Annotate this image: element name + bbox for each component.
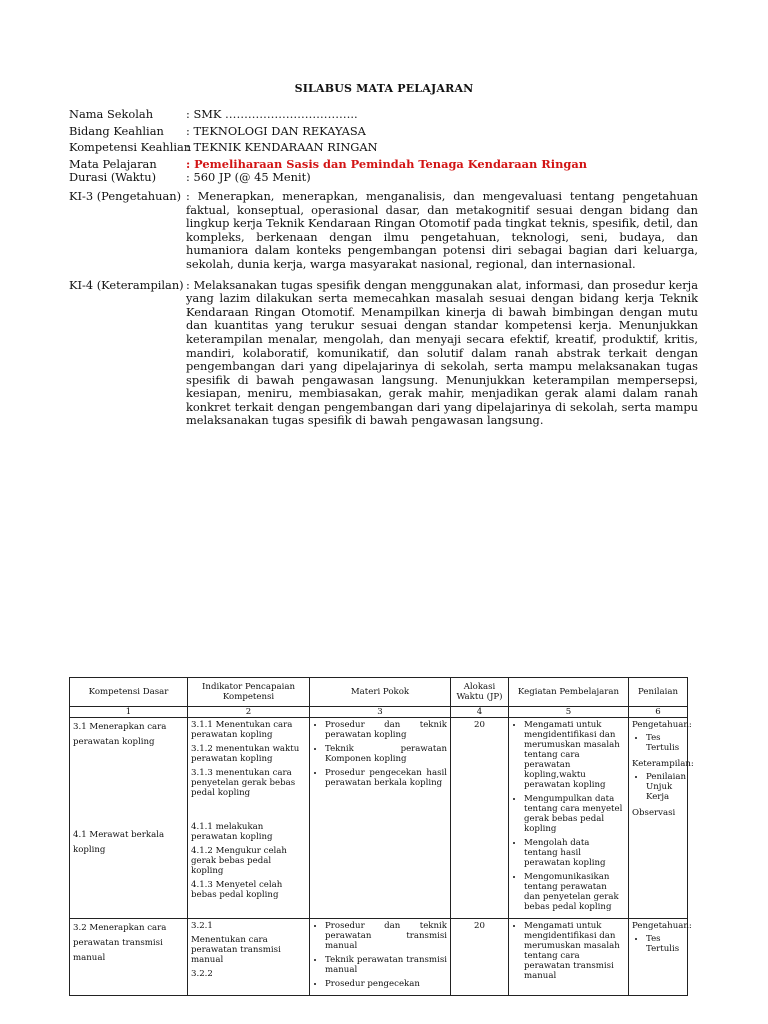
kd-cell (70, 919, 188, 996)
penilaian-label: Pengetahuan: (632, 921, 692, 931)
info-label: Bidang Keahlian (69, 123, 164, 138)
kegiatan-cell (509, 718, 629, 919)
penilaian-label: Pengetahuan: (632, 720, 692, 730)
ki3-text: : Menerapkan, menerapkan, menganalisis, dan mengevaluasi tentang pengetahuan faktual, konseptual, operasional dasar, dan metakognitif sesuai dengan bidang dan lingkup kerja Teknik Kendaraan Ringan Otomotif pada tingkat teknis, spesifik, detil, dan kompleks, berkenaan dengan ilmu pengetahuan, teknologi, seni, budaya, dan humaniora dalam konteks pengembangan potensi diri sebagai bagian dari keluarga, sekolah, dunia kerja, warga masyarakat nasional, regional, dan internasional. (186, 188, 698, 271)
penilaian-item: • Tes Tertulis (646, 733, 684, 753)
penilaian-cell (629, 919, 692, 996)
header-alokasi-waktu: Alokasi Waktu (JP) (451, 678, 509, 707)
materi-item: • Teknik perawatan transmisi manual (325, 955, 447, 975)
indikator-item: 3.1.1 Menentukan cara perawatan kopling (191, 720, 293, 740)
info-row-competency (69, 141, 698, 155)
indikator-cell (188, 919, 310, 996)
column-number: 6 (629, 707, 688, 718)
materi-item: • Prosedur pengecekan hasil perawatan berkala kopling (325, 768, 447, 788)
column-number: 2 (188, 707, 310, 718)
indikator-item: 4.1.1 melakukan perawatan kopling (191, 822, 273, 842)
kegiatan-item: • Mengomunikasikan tentang perawatan dan penyetelan gerak bebas pedal kopling (524, 872, 625, 912)
indikator-item: 4.1.3 Menyetel celah bebas pedal kopling (191, 880, 283, 900)
alokasi-cell: 20 (451, 919, 509, 996)
document-title: SILABUS MATA PELAJARAN (294, 82, 474, 95)
kegiatan-item: • Mengamati untuk mengidentifikasi dan merumuskan masalah tentang cara perawatan kopling,waktu perawatan kopling (524, 720, 625, 790)
table-header-row (70, 678, 688, 707)
kegiatan-item: • Mengamati untuk mengidentifikasi dan merumuskan masalah tentang cara perawatan transmisi manual (524, 921, 625, 981)
column-number: 1 (70, 707, 188, 718)
info-value: : TEKNOLOGI DAN REKAYASA (186, 123, 366, 138)
penilaian-label: Keterampilan: (632, 759, 694, 769)
header-penilaian: Penilaian (629, 678, 688, 707)
syllabus-table (69, 677, 694, 996)
header-materi-pokok: Materi Pokok (310, 678, 451, 707)
kd-cell (70, 718, 188, 919)
materi-item: • Prosedur dan teknik perawatan transmisi manual (325, 921, 447, 951)
header-indikator: Indikator Pencapaian Kompetensi (188, 678, 310, 707)
header-kompetensi-dasar: Kompetensi Dasar (70, 678, 188, 707)
kd-item: 3.1 Menerapkan cara perawatan kopling (73, 722, 167, 747)
indikator-item: 3.1.3 menentukan cara penyetelan gerak bebas pedal kopling (191, 768, 296, 798)
info-value: : TEKNIK KENDARAAN RINGAN (186, 140, 378, 155)
penilaian-text: Observasi (632, 808, 676, 818)
materi-item: • Teknik perawatan Komponen kopling (325, 744, 447, 764)
ki4-block (69, 279, 698, 429)
column-number-row (70, 707, 688, 718)
penilaian-cell (629, 718, 694, 919)
indikator-item: 4.1.2 Mengukur celah gerak bebas pedal kopling (191, 846, 287, 876)
indikator-item: 3.2.1 (191, 921, 213, 931)
kegiatan-item: • Mengolah data tentang hasil perawatan kopling (524, 838, 625, 868)
info-value-subject: : Pemeliharaan Sasis dan Pemindah Tenaga Kendaraan Ringan (186, 156, 588, 171)
indikator-item: Menentukan cara perawatan transmisi manual (191, 935, 281, 965)
info-label: Durasi (Waktu) (69, 170, 157, 185)
kd-item: 3.2 Menerapkan cara perawatan transmisi manual (73, 923, 167, 963)
column-number: 3 (310, 707, 451, 718)
column-number: 4 (451, 707, 509, 718)
table-row (70, 919, 688, 996)
info-label: Mata Pelajaran (69, 156, 157, 171)
info-block (69, 108, 698, 428)
header-kegiatan: Kegiatan Pembelajaran (509, 678, 629, 707)
indikator-cell (188, 718, 310, 919)
materi-item: • Prosedur dan teknik perawatan kopling (325, 720, 447, 740)
info-row-field (69, 125, 698, 139)
materi-cell (310, 718, 451, 919)
info-label: Kompetensi Keahlian (69, 140, 192, 155)
info-label: Nama Sekolah (69, 107, 154, 121)
ki3-block (69, 190, 698, 272)
indikator-item: 3.2.2 (191, 969, 213, 979)
penilaian-item: • Tes Tertulis (646, 934, 684, 954)
kegiatan-item: • Mengumpulkan data tentang cara menyetel gerak bebas pedal kopling (524, 794, 625, 834)
info-row-subject (69, 158, 698, 172)
info-value: : 560 JP (@ 45 Menit) (186, 170, 311, 185)
indikator-item: 3.1.2 menentukan waktu perawatan kopling (191, 744, 300, 764)
table-row (70, 718, 688, 919)
kegiatan-cell (509, 919, 629, 996)
info-value: : SMK …………………………….. (186, 107, 358, 121)
info-row-duration (69, 171, 698, 185)
ki4-text: : Melaksanakan tugas spesifik dengan menggunakan alat, informasi, dan prosedur kerja yang lazim dilakukan serta memecahkan masalah sesuai dengan bidang kerja Teknik Kendaraan Ringan Otomotif. Menampilkan kinerja di bawah bimbingan dengan mutu dan kuantitas yang terukur sesuai dengan standar kompetensi kerja. Menunjukkan keterampilan menalar, mengolah, dan menyaji secara efektif, kreatif, produktif, kritis, mandiri, kolaboratif, komunikatif, dan solutif dalam ranah abstrak terkait dengan pengembangan dari yang dipelajarinya di sekolah, serta mampu melaksanakan tugas spesifik di bawah pengawasan langsung. Menunjukkan keterampilan mempersepsi, kesiapan, meniru, membiasakan, gerak mahir, menjadikan gerak alami dalam ranah konkret terkait dengan pengembangan dari yang dipelajarinya di sekolah, serta mampu melaksanakan tugas spesifik di bawah pengawasan langsung. (186, 277, 698, 428)
info-row-school (69, 108, 698, 122)
alokasi-cell: 20 (451, 718, 509, 919)
materi-item: • Prosedur pengecekan (325, 979, 447, 989)
materi-cell (310, 919, 451, 996)
column-number: 5 (509, 707, 629, 718)
ki3-label: KI-3 (Pengetahuan) (69, 188, 182, 203)
penilaian-item: • Penilaian Unjuk Kerja (646, 772, 684, 802)
ki4-label: KI-4 (Keterampilan) (69, 277, 184, 292)
kd-item: 4.1 Merawat berkala kopling (73, 830, 165, 855)
